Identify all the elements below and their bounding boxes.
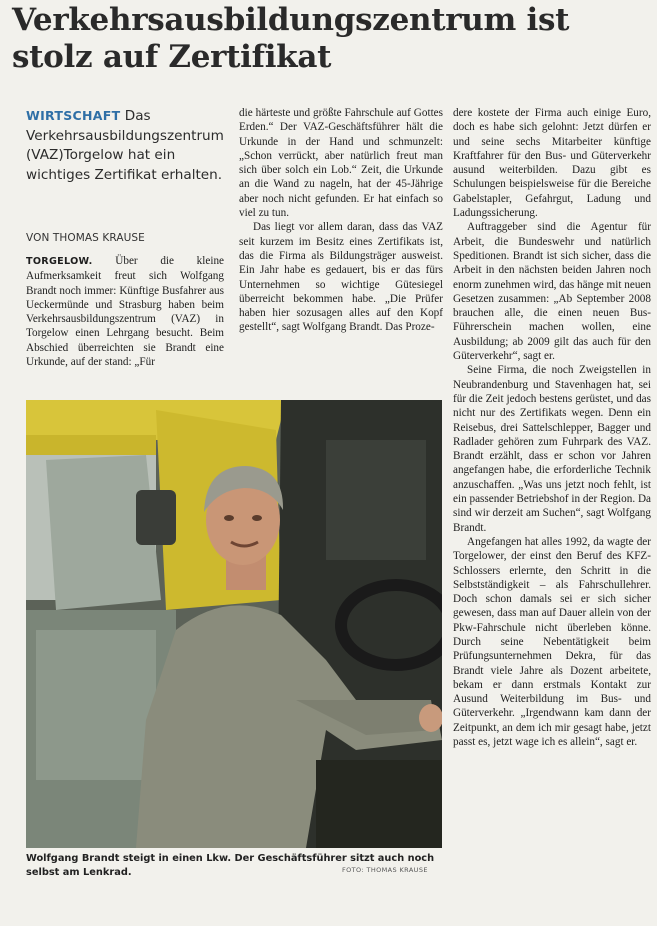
byline: VON THOMAS KRAUSE	[26, 232, 145, 244]
article-column-1	[26, 254, 224, 369]
teaser	[26, 106, 226, 185]
paragraph	[26, 254, 224, 369]
paragraph: Auftraggeber sind die Agentur für Arbeit, die Bundeswehr und natürlich Speditionen. Brandt ist sich sicher, dass die Arbeit in den nächsten beiden Jahren noch enorm zunehmen wird, das hänge mit neuen Gesetzen zusammen: „Ab September 2008 brauchen alle, die einen neuen Bus-Führerschein machen wollen, eine Ausbildung; ab 2009 gilt das auch für den Güterverkehr“, sagt er.	[453, 221, 651, 363]
dateline: TORGELOW.	[26, 256, 93, 267]
article-column-2	[239, 106, 443, 335]
photo-credit: FOTO: THOMAS KRAUSE	[342, 866, 428, 874]
paragraph: die härteste und größte Fahrschule auf Gottes Erden.“ Der VAZ-Geschäftsführer hält die Urkunde in der Hand und schmunzelt: „Schon verrückt, aber natürlich freut man sich über solch ein Lob.“ Zeit, die Urkunde an die Wand zu nageln, hat der 45-Jährige aber noch nicht gefunden. Er hat einfach so viel zu tun.	[239, 107, 443, 220]
paragraph-text: Über die kleine Aufmerksamkeit freut sich Wolfgang Brandt noch immer: Künftige Busfahrer aus Ueckermünde und Strasburg haben beim Verkehrsausbildungszentrum (VAZ) in Torgelow einen Lehrgang besucht. Beim Abschied überreichten sie Brandt eine Urkunde, auf der stand: „Für	[26, 255, 225, 369]
headline: Verkehrsausbildungszentrum ist stolz auf Zertifikat	[12, 2, 570, 75]
rubric: WIRTSCHAFT	[26, 108, 121, 123]
paragraph: Das liegt vor allem daran, dass das VAZ seit kurzem im Besitz eines Zertifikats ist, das die Firma als Bildungsträger ausweist. Ein Jahr habe es gedauert, bis er das fürs Unternehmen so wichtige Gütesiegel überreicht bekommen habe. „Die Prüfer haben hier sozusagen alles auf den Kopf gestellt“, sagt Wolfgang Brandt. Das Proze-	[239, 221, 443, 334]
paragraph: Seine Firma, die noch Zweigstellen in Neubrandenburg und Stavenhagen hat, sei für die Zeit jedoch bestens gerüstet, und das nicht nur des Zertifikats wegen. Denn ein Reisebus, drei Sattelschlepper, Bagger und Radlader gehören zum Fuhrpark des VAZ. Brandt erzählt, dass er schon vor Jahren angefangen habe, die erforderliche Technik anzuschaffen. „Was uns jetzt noch fehlt, ist ein passender Betriebshof in der Region. Da sind wir derzeit am Suchen“, sagt Wolfgang Brandt.	[453, 364, 651, 534]
paragraph: dere kostete der Firma auch einige Euro, doch es habe sich gelohnt: Jetzt dürfen er und seine sechs Mitarbeiter künftige Kraftfahrer für den Bus- und Güterverkehr ausund weiterbilden. Dazu gibt es Schulungen beispielsweise für die Bereiche Gabelstapler, Gefahrgut, Ladung und Ladungssicherung.	[453, 107, 651, 220]
photo-caption: Wolfgang Brandt steigt in einen Lkw. Der Geschäftsführer sitzt auch noch selbst am Lenkrad.	[26, 853, 435, 878]
truck-driver-illustration	[26, 400, 442, 848]
paragraph: Angefangen hat alles 1992, da wagte der Torgelower, der einst den Beruf des KFZ-Schlossers erlernte, den Schritt in die Selbstständigkeit – als Fahrschullehrer. Doch schon damals sei er sich sicher gewesen, dass man auf Dauer allein von der Pkw-Fahrschule nicht überleben könne. Durch seine Nebentätigkeit beim Prüfungsunternehmen Dekra, für das Brandt viele Jahre als Dozent arbeitete, bekam er dann erstmals Kontakt zur Ausund Weiterbildung im Bus- und Güterverkehr. „Irgendwann kam dann der Zeitpunkt, an dem ich mir gesagt habe, jetzt passt es, jetzt wage ich es allein“, sagt er.	[453, 535, 651, 749]
article-column-3	[453, 106, 651, 749]
article-photo	[26, 400, 442, 848]
teaser-text: Das Verkehrsausbildungszentrum (VAZ)Torgelow hat ein wichtiges Zertifikat erhalten.	[26, 108, 224, 183]
